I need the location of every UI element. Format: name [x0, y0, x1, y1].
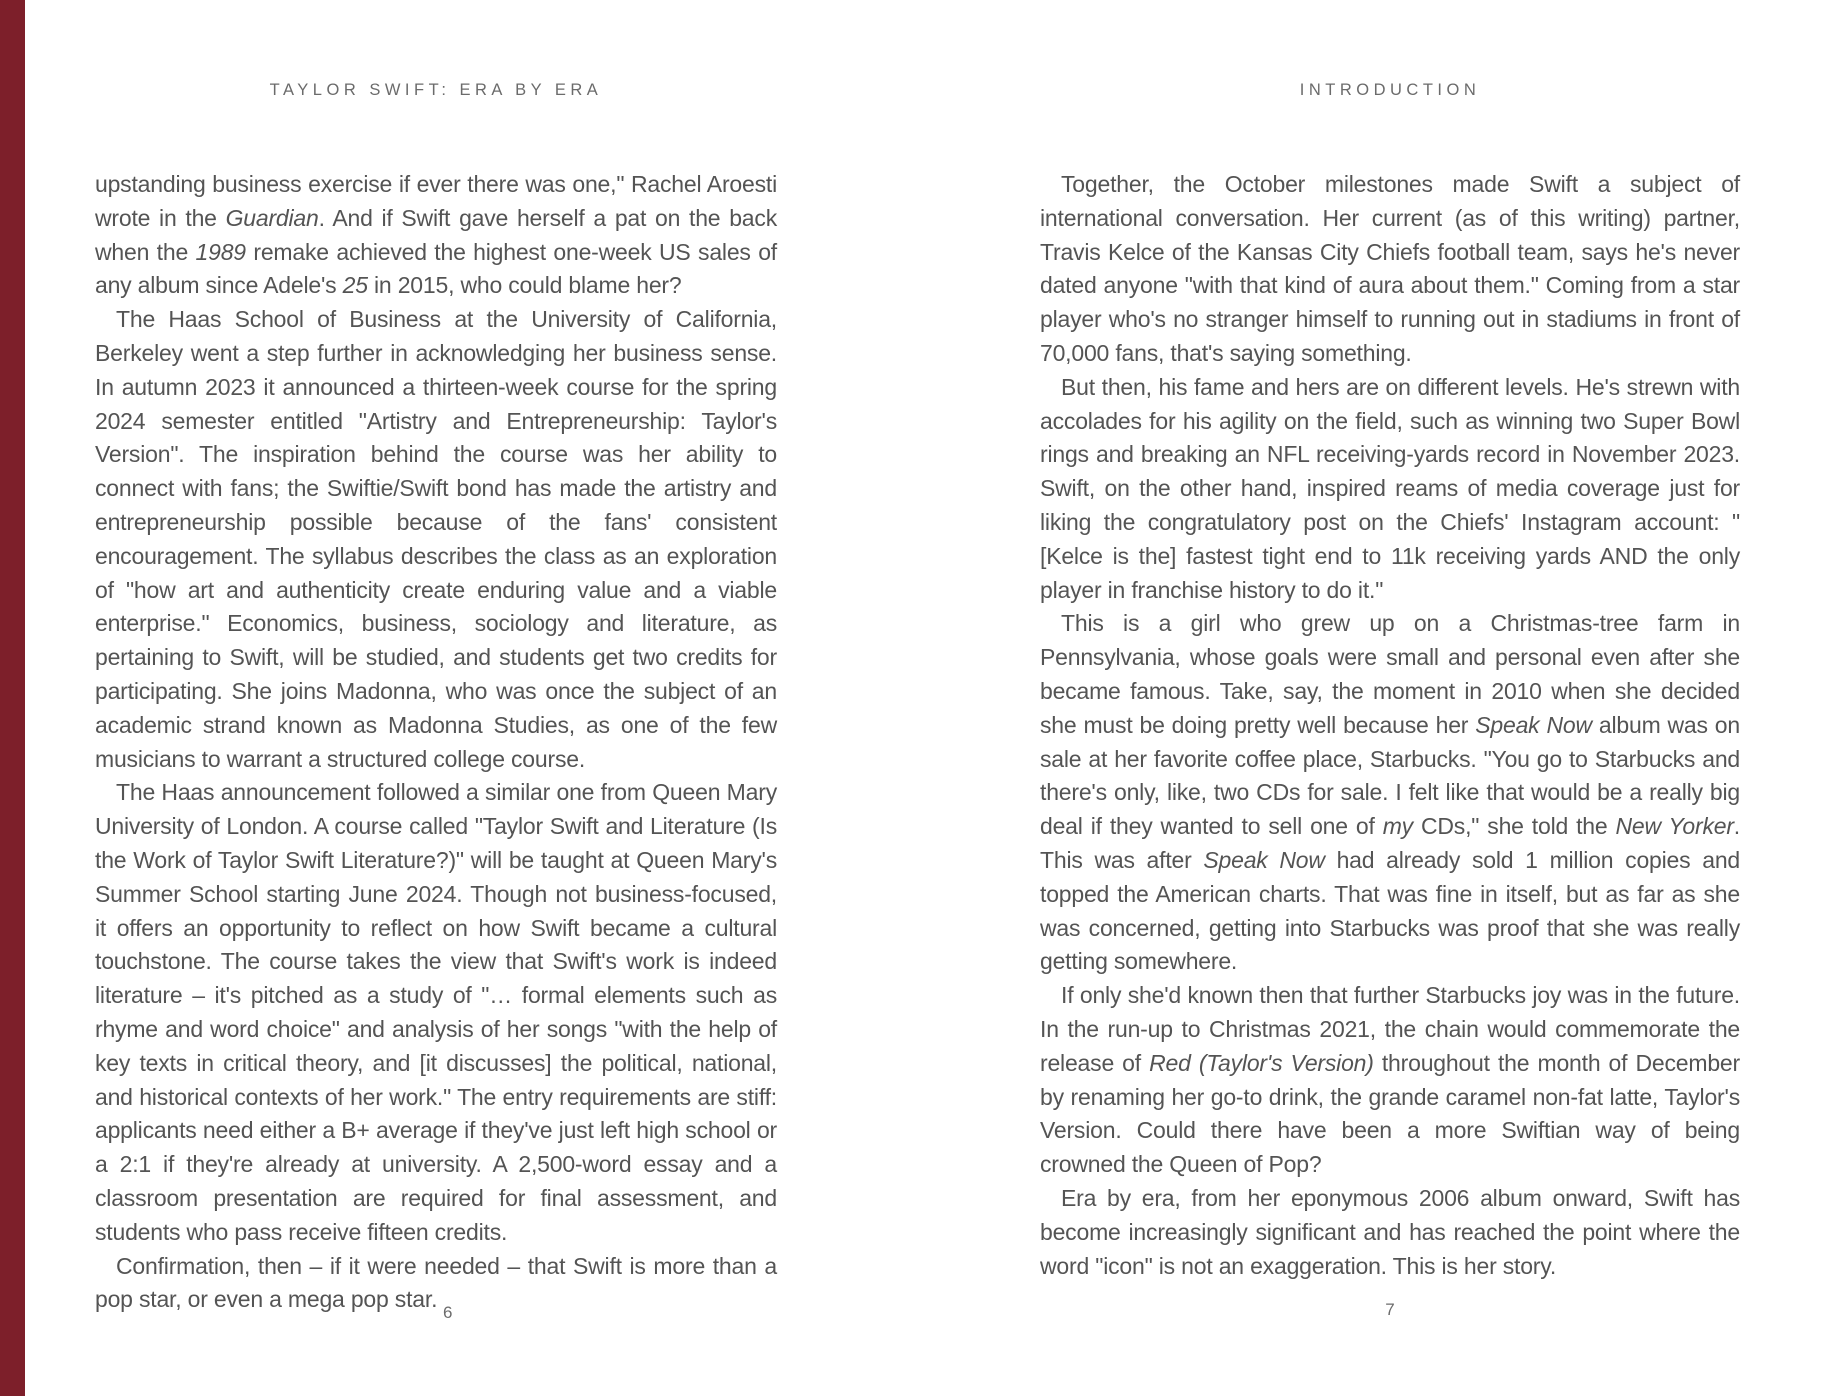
paragraph: The Haas School of Business at the University of California, Berkeley went a step further in acknowledging her business sense. In autumn 2023 it announced a thirteen-week course for the spring 2024 semester entitled "Artistry and Entrepreneurship: Taylor's Version". The inspiration behind the course was her ability to connect with fans; the Swiftie/Swift bond has made the artistry and entrepreneurship possible because of the fans' consistent encouragement. The syllabus describes the class as an exploration of "how art and authenticity create enduring value and a viable enterprise." Economics, business, sociology and literature, as pertaining to Swift, will be studied, and students get two credits for participating. She joins Madonna, who was once the subject of an academic strand known as Madonna Studies, as one of the few musicians to warrant a structured college course.	[95, 306, 777, 772]
paragraph: But then, his fame and hers are on different levels. He's strewn with accolades for his agility on the field, such as winning two Super Bowl rings and breaking an NFL receiving-yards record in November 2023. Swift, on the other hand, inspired reams of media coverage just for liking the congratulatory post on the Chiefs' Instagram account: "[Kelce is the] fastest tight end to 11k receiving yards AND the only player in franchise history to do it."	[1040, 373, 1740, 603]
right-running-header: INTRODUCTION	[1299, 81, 1481, 99]
right-page-body	[1040, 168, 1740, 1283]
left-page	[95, 0, 777, 1396]
left-page-body	[95, 168, 777, 1317]
paragraph: Confirmation, then – if it were needed – that Swift is more than a pop star, or even a mega pop star.	[95, 1252, 777, 1313]
paragraph: Together, the October milestones made Swift a subject of international conversation. Her current (as of this writing) partner, Travis Kelce of the Kansas City Chiefs football team, says he's never dated anyone "with that kind of aura about them." Coming from a star player who's no stranger himself to running out in stadiums in front of 70,000 fans, that's saying something.	[1040, 171, 1740, 366]
left-page-number: 6	[443, 1303, 453, 1322]
paragraph: This is a girl who grew up on a Christmas-tree farm in Pennsylvania, whose goals were small and personal even after she became famous. Take, say, the moment in 2010 when she decided she must be doing pretty well because her Speak Now album was on sale at her favorite coffee place, Starbucks. "You go to Starbucks and there's only, like, two CDs for sale. I felt like that would be a really big deal if they wanted to sell one of my CDs," she told the New Yorker. This was after Speak Now had already sold 1 million copies and topped the American charts. That was fine in itself, but as far as she was concerned, getting into Starbucks was proof that she was really getting somewhere.	[1040, 610, 1740, 975]
right-page-number: 7	[1385, 1300, 1395, 1319]
paragraph: Era by era, from her eponymous 2006 album onward, Swift has become increasingly significant and has reached the point where the word "icon" is not an exaggeration. This is her story.	[1040, 1184, 1740, 1279]
paragraph: The Haas announcement followed a similar one from Queen Mary University of London. A course called "Taylor Swift and Literature (Is the Work of Taylor Swift Literature?)" will be taught at Queen Mary's Summer School starting June 2024. Though not business-focused, it offers an opportunity to reflect on how Swift became a cultural touchstone. The course takes the view that Swift's work is indeed literature – it's pitched as a study of "… formal elements such as rhyme and word choice" and analysis of her songs "with the help of key texts in critical theory, and [it discusses] the political, national, and historical contexts of her work." The entry requirements are stiff: applicants need either a B+ average if they've just left high school or a 2:1 if they're already at university. A 2,500-word essay and a classroom presentation are required for final assessment, and students who pass receive fifteen credits.	[95, 779, 777, 1245]
left-running-header: TAYLOR SWIFT: ERA BY ERA	[269, 81, 603, 99]
paragraph: If only she'd known then that further Starbucks joy was in the future. In the run-up to Christmas 2021, the chain would commemorate the release of Red (Taylor's Version) throughout the month of December by renaming her go-to drink, the grande caramel non-fat latte, Taylor's Version. Could there have been a more Swiftian way of being crowned the Queen of Pop?	[1040, 982, 1740, 1178]
paragraph: upstanding business exercise if ever there was one," Rachel Aroesti wrote in the Guardian. And if Swift gave herself a pat on the back when the 1989 remake achieved the highest one-week US sales of any album since Adele's 25 in 2015, who could blame her?	[95, 171, 777, 299]
book-edge-stripe	[0, 0, 25, 1396]
right-page	[1040, 0, 1740, 1396]
